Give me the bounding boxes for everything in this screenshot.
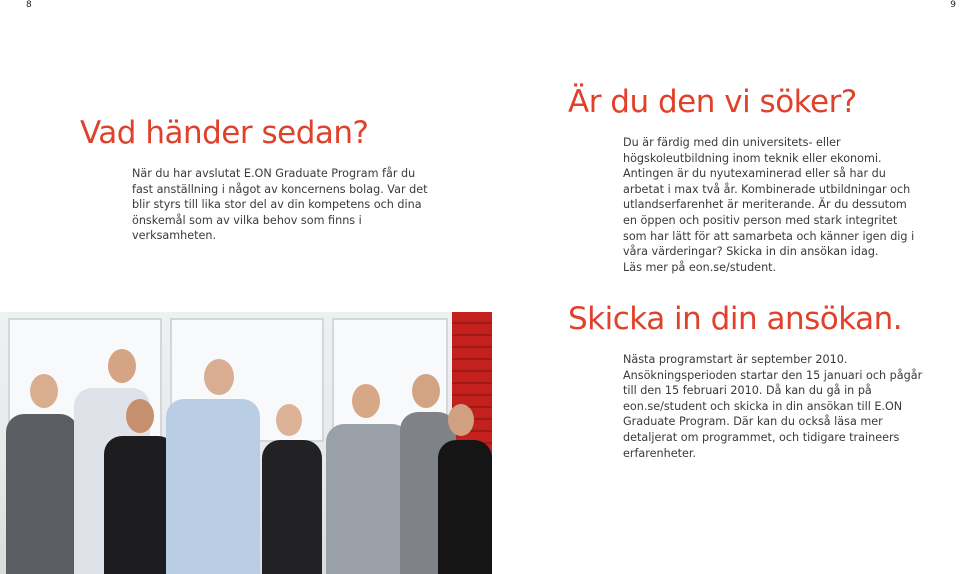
- read-more-link[interactable]: Läs mer på eon.se/student.: [623, 261, 777, 274]
- paragraph-what-happens-next: När du har avslutat E.ON Graduate Program får du fast anställning i något av koncernens bolag. Var det blir styrs till lika stor del av din kompetens och dina önskemål som av vilka behov som finns i verksamheten.: [132, 167, 428, 243]
- photo-person-8: [436, 404, 492, 574]
- paragraph-requirements: Du är färdig med din universitets- eller högskoleutbildning inom teknik eller ekonomi. Antingen är du nyutexaminerad eller så har du arbetat i max två år. Kombinerade utbildningar och utlandserfarenhet är meriterande. Är du dessutom en öppen och positiv person med stark integritet som har lätt för att samarbeta och känner igen dig i våra värderingar? Skicka in din ansökan idag.: [623, 136, 915, 259]
- photo-person-4: [160, 359, 260, 574]
- photo-person-1: [0, 374, 80, 574]
- heading-are-you-the-one: Är du den vi söker?: [568, 84, 857, 120]
- group-photo: [0, 312, 492, 574]
- heading-what-happens-next: Vad händer sedan?: [80, 115, 369, 151]
- paragraph-application-info: Nästa programstart är september 2010. Ansökningsperioden startar den 15 januari och pågår till den 15 februari 2010. Då kan du gå in på eon.se/student och skicka in din ansökan till E.ON Graduate Program. Där kan du också läsa mer detaljerat om programmet, och tidigare traineers erfarenheter.: [623, 353, 923, 460]
- photo-person-5: [260, 404, 324, 574]
- page-number-right: 9: [950, 0, 956, 10]
- page-number-left: 8: [26, 0, 32, 10]
- heading-send-application: Skicka in din ansökan.: [568, 301, 903, 337]
